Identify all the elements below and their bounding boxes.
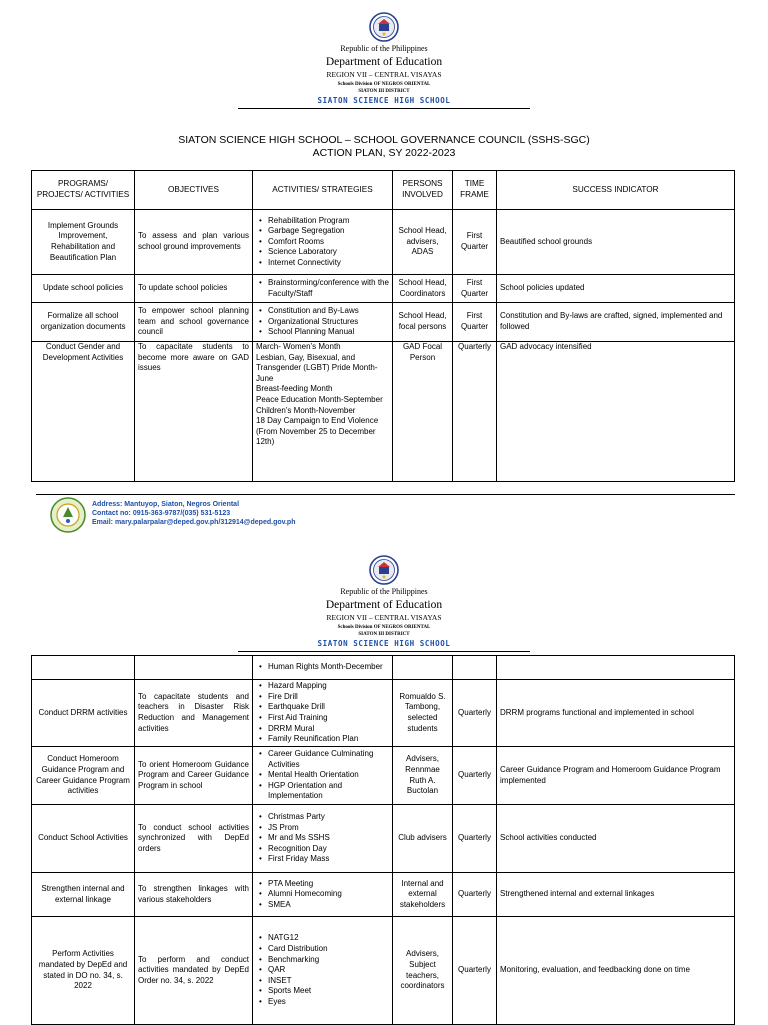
objective-cell: To update school policies bbox=[135, 275, 253, 303]
header-republic: Republic of the Philippines bbox=[340, 587, 428, 596]
persons-cell bbox=[393, 656, 453, 680]
activity-item: • Benchmarking bbox=[268, 955, 389, 966]
column-header-persons: PERSONS INVOLVED bbox=[393, 171, 453, 210]
activity-item: • Alumni Homecoming bbox=[268, 889, 389, 900]
persons-cell: School Head, advisers, ADAS bbox=[393, 210, 453, 275]
table-row bbox=[32, 210, 735, 275]
table-row bbox=[32, 342, 735, 482]
activity-item: • Internet Connectivity bbox=[268, 258, 389, 269]
indicator-cell: School activities conducted bbox=[497, 805, 735, 873]
activity-item: • First Friday Mass bbox=[268, 854, 389, 865]
indicator-cell bbox=[497, 656, 735, 680]
column-header-programs: PROGRAMS/ PROJECTS/ ACTIVITIES bbox=[32, 171, 135, 210]
table-row bbox=[32, 275, 735, 303]
activity-item: • Rehabilitation Program bbox=[268, 216, 389, 227]
table-row bbox=[32, 747, 735, 805]
objective-cell: To capacitate students to become more aware on GAD issues bbox=[135, 342, 253, 482]
title-line-2: ACTION PLAN, SY 2022-2023 bbox=[312, 147, 456, 159]
activities-cell bbox=[253, 275, 393, 303]
activity-item: • NATG12 bbox=[268, 933, 389, 944]
program-cell: Conduct Gender and Development Activities bbox=[32, 342, 135, 482]
header-divider bbox=[238, 651, 530, 652]
time-cell: First Quarter bbox=[453, 210, 497, 275]
time-cell: First Quarter bbox=[453, 303, 497, 342]
activity-item: • JS Prom bbox=[268, 823, 389, 834]
header-divider bbox=[238, 108, 530, 109]
footer-divider bbox=[36, 494, 735, 495]
persons-cell: Romualdo S. Tambong, selected students bbox=[393, 680, 453, 747]
activity-line: 18 Day Campaign to End Violence (From November 25 to December 12th) bbox=[256, 416, 379, 447]
activities-cell bbox=[253, 210, 393, 275]
indicator-cell: Beautified school grounds bbox=[497, 210, 735, 275]
objective-cell: To assess and plan various school ground improvements bbox=[135, 210, 253, 275]
persons-cell: Advisers, Subject teachers, coordinators bbox=[393, 917, 453, 1025]
activity-item: • HGP Orientation and Implementation bbox=[268, 781, 389, 802]
time-cell: Quarterly bbox=[453, 917, 497, 1025]
activity-item: • Hazard Mapping bbox=[268, 681, 389, 692]
page-2 bbox=[0, 540, 768, 1024]
table-row bbox=[32, 656, 735, 680]
header-school: SIATON SCIENCE HIGH SCHOOL bbox=[317, 96, 451, 105]
indicator-cell: Strengthened internal and external linkages bbox=[497, 873, 735, 917]
activity-item: • Fire Drill bbox=[268, 692, 389, 703]
program-cell: Conduct Homeroom Guidance Program and Career Guidance Program activities bbox=[32, 747, 135, 805]
indicator-cell: Monitoring, evaluation, and feedbacking done on time bbox=[497, 917, 735, 1025]
persons-cell: School Head, Coordinators bbox=[393, 275, 453, 303]
activity-item: • Eyes bbox=[268, 997, 389, 1008]
program-cell: Perform Activities mandated by DepEd and stated in DO no. 34, s. 2022 bbox=[32, 917, 135, 1025]
persons-cell: Advisers, Rennmae Ruth A. Buctolan bbox=[393, 747, 453, 805]
activity-item: • Constitution and By-Laws bbox=[268, 306, 389, 317]
activity-item: • Organizational Structures bbox=[268, 317, 389, 328]
activity-item: • SMEA bbox=[268, 900, 389, 911]
column-header-objectives: OBJECTIVES bbox=[135, 171, 253, 210]
header-department: Department of Education bbox=[325, 599, 443, 611]
persons-cell: School Head, focal persons bbox=[393, 303, 453, 342]
header-region: REGION VII – CENTRAL VISAYAS bbox=[326, 613, 442, 622]
activity-item: • QAR bbox=[268, 965, 389, 976]
table-row bbox=[32, 873, 735, 917]
time-cell: First Quarter bbox=[453, 275, 497, 303]
header-division: Schools Division OF NEGROS ORIENTAL bbox=[337, 625, 431, 630]
activities-cell bbox=[253, 680, 393, 747]
header-republic: Republic of the Philippines bbox=[340, 44, 428, 53]
table-header-row bbox=[32, 171, 735, 210]
header-district: SIATON III DISTRICT bbox=[358, 89, 410, 94]
persons-cell: GAD Focal Person bbox=[393, 342, 453, 482]
header-division: Schools Division OF NEGROS ORIENTAL bbox=[337, 82, 431, 87]
activity-line: March- Women’s Month bbox=[256, 342, 341, 351]
activity-item: • Mental Health Orientation bbox=[268, 770, 389, 781]
table-row bbox=[32, 680, 735, 747]
footer-email: Email: mary.palarpalar@deped.gov.ph/312914@deped.gov.ph bbox=[92, 519, 296, 526]
time-cell: Quarterly bbox=[453, 342, 497, 482]
footer-address: Address: Mantuyop, Siaton, Negros Oriental bbox=[92, 501, 240, 508]
title-line-1: SIATON SCIENCE HIGH SCHOOL – SCHOOL GOVERNANCE COUNCIL (SSHS-SGC) bbox=[178, 134, 590, 146]
column-header-activities: ACTIVITIES/ STRATEGIES bbox=[253, 171, 393, 210]
objective-cell: To strengthen linkages with various stakeholders bbox=[135, 873, 253, 917]
objective-cell: To empower school planning team and school governance council bbox=[135, 303, 253, 342]
activities-cell bbox=[253, 805, 393, 873]
program-cell: Strengthen internal and external linkage bbox=[32, 873, 135, 917]
activity-item: • DRRM Mural bbox=[268, 724, 389, 735]
activity-item: • First Aid Training bbox=[268, 713, 389, 724]
indicator-cell: Career Guidance Program and Homeroom Guidance Program implemented bbox=[497, 747, 735, 805]
indicator-cell: GAD advocacy intensified bbox=[497, 342, 735, 482]
activity-item: • Comfort Rooms bbox=[268, 237, 389, 248]
objective-cell: To perform and conduct activities mandated by DepEd Order no. 34, s. 2022 bbox=[135, 917, 253, 1025]
persons-cell: Internal and external stakeholders bbox=[393, 873, 453, 917]
activity-item: • Card Distribution bbox=[268, 944, 389, 955]
objective-cell: To conduct school activities synchronized with DepEd orders bbox=[135, 805, 253, 873]
persons-cell: Club advisers bbox=[393, 805, 453, 873]
program-cell: Implement Grounds Improvement, Rehabilitation and Beautification Plan bbox=[32, 210, 135, 275]
objective-cell bbox=[135, 656, 253, 680]
activity-item: • Earthquake Drill bbox=[268, 702, 389, 713]
table-row bbox=[32, 805, 735, 873]
time-cell: Quarterly bbox=[453, 805, 497, 873]
program-cell: Conduct School Activities bbox=[32, 805, 135, 873]
activity-item: • Brainstorming/conference with the Faculty/Staff bbox=[268, 278, 389, 299]
activity-item: • School Planning Manual bbox=[268, 327, 389, 338]
table-row bbox=[32, 917, 735, 1025]
time-cell: Quarterly bbox=[453, 680, 497, 747]
activities-cell bbox=[253, 656, 393, 680]
activities-cell bbox=[253, 303, 393, 342]
header-department: Department of Education bbox=[325, 56, 443, 68]
activity-item: • Christmas Party bbox=[268, 812, 389, 823]
activity-item: • Sports Meet bbox=[268, 986, 389, 997]
indicator-cell: DRRM programs functional and implemented in school bbox=[497, 680, 735, 747]
objective-cell: To capacitate students and teachers in Disaster Risk Reduction and Management activities bbox=[135, 680, 253, 747]
activities-cell bbox=[253, 747, 393, 805]
activity-line: Peace Education Month-September bbox=[256, 394, 383, 404]
activity-item: • Family Reunification Plan bbox=[268, 734, 389, 745]
activity-item: • Recognition Day bbox=[268, 844, 389, 855]
activities-cell bbox=[253, 917, 393, 1025]
activity-item: • INSET bbox=[268, 976, 389, 987]
header-school: SIATON SCIENCE HIGH SCHOOL bbox=[317, 639, 451, 648]
activity-item: • Career Guidance Culminating Activities bbox=[268, 749, 389, 770]
action-plan-table-page-1 bbox=[31, 170, 735, 482]
column-header-indicator: SUCCESS INDICATOR bbox=[497, 171, 735, 210]
time-cell: Quarterly bbox=[453, 747, 497, 805]
deped-seal-icon bbox=[369, 555, 399, 585]
indicator-cell: School policies updated bbox=[497, 275, 735, 303]
program-cell bbox=[32, 656, 135, 680]
column-header-time: TIME FRAME bbox=[453, 171, 497, 210]
activities-cell bbox=[253, 873, 393, 917]
activity-line: Children’s Month-November bbox=[256, 405, 356, 415]
activity-line: Breast-feeding Month bbox=[256, 384, 333, 394]
activity-item: • Science Laboratory bbox=[268, 247, 389, 258]
header-region: REGION VII – CENTRAL VISAYAS bbox=[326, 70, 442, 79]
indicator-cell: Constitution and By-laws are crafted, signed, implemented and followed bbox=[497, 303, 735, 342]
activities-cell bbox=[253, 342, 393, 482]
program-cell: Update school policies bbox=[32, 275, 135, 303]
time-cell bbox=[453, 656, 497, 680]
objective-cell: To orient Homeroom Guidance Program and Career Guidance Program in school bbox=[135, 747, 253, 805]
school-logo-icon bbox=[50, 497, 86, 533]
action-plan-table-page-2 bbox=[31, 655, 735, 1025]
activity-item: • Human Rights Month-December bbox=[268, 662, 389, 673]
activity-item: • PTA Meeting bbox=[268, 879, 389, 890]
activity-line: Lesbian, Gay, Bisexual, and Transgender (LGBT) Pride Month-June bbox=[256, 352, 378, 383]
activity-item: • Mr and Ms SSHS bbox=[268, 833, 389, 844]
footer-contact: Contact no: 0915-363-9787/(035) 531-5123 bbox=[92, 510, 231, 517]
header-district: SIATON III DISTRICT bbox=[358, 632, 410, 637]
activity-item: • Garbage Segregation bbox=[268, 226, 389, 237]
program-cell: Formalize all school organization documents bbox=[32, 303, 135, 342]
table-row bbox=[32, 303, 735, 342]
program-cell: Conduct DRRM activities bbox=[32, 680, 135, 747]
deped-seal-icon bbox=[369, 12, 399, 42]
time-cell: Quarterly bbox=[453, 873, 497, 917]
